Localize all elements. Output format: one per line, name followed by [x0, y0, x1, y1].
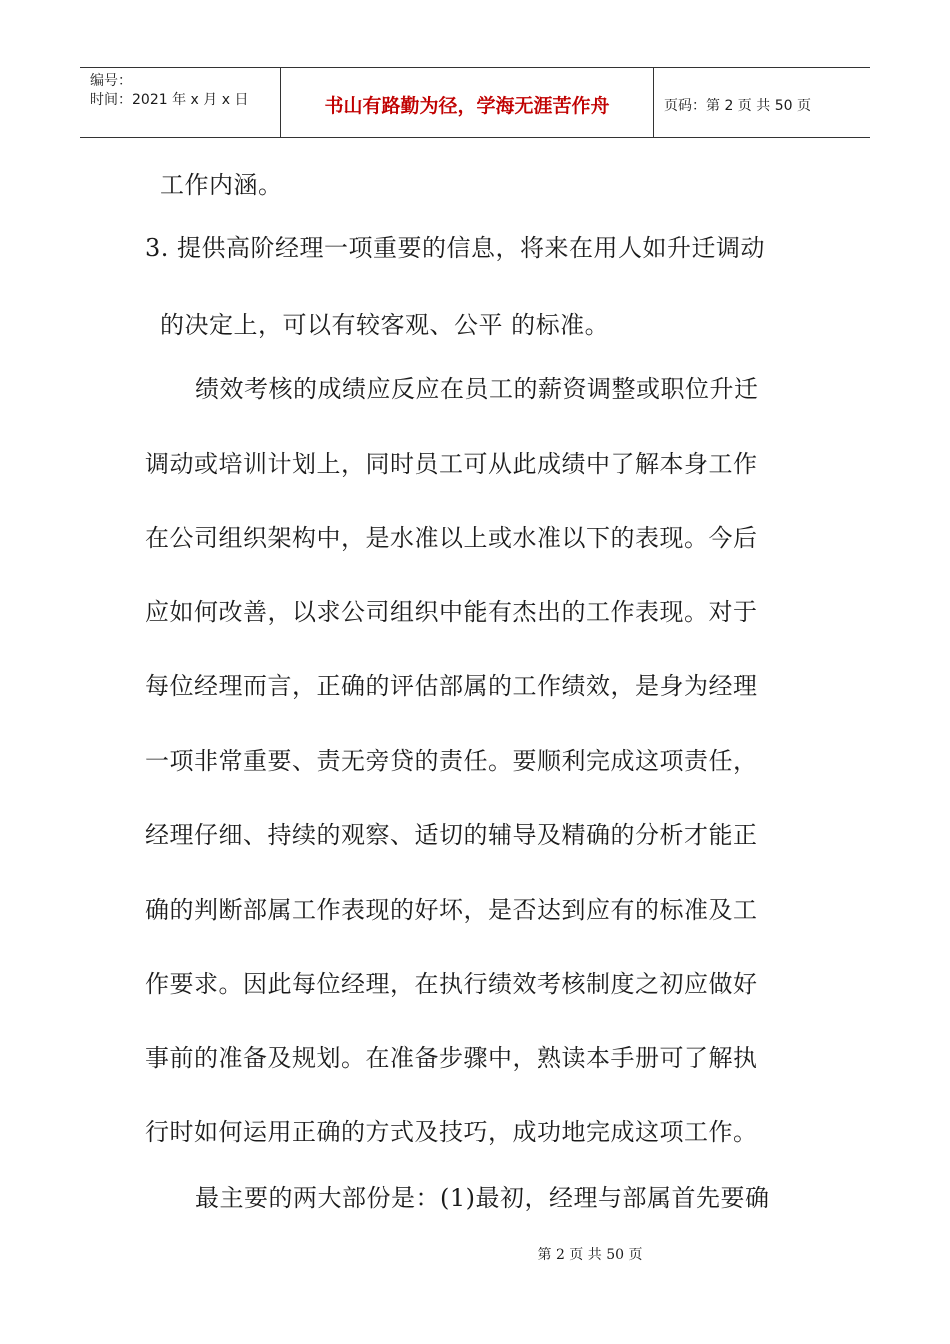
- body-line: 事前的准备及规划。在准备步骤中，熟读本手册可了解执: [145, 1044, 758, 1072]
- body-line: 确的判断部属工作表现的好坏，是否达到应有的标准及工: [145, 896, 758, 924]
- time-label: 时间：2021 年 x 月 x 日: [90, 92, 249, 108]
- body-line: 3. 提供高阶经理一项重要的信息，将来在用人如升迁调动: [145, 234, 766, 262]
- header-motto: 书山有路勤为径，学海无涯苦作舟: [281, 68, 654, 137]
- body-line: 调动或培训计划上，同时员工可从此成绩中了解本身工作: [145, 450, 758, 478]
- body-line: 行时如何运用正确的方式及技巧，成功地完成这项工作。: [145, 1118, 758, 1146]
- body-line: 绩效考核的成绩应反应在员工的薪资调整或职位升迁: [195, 375, 759, 403]
- body-line: 每位经理而言，正确的评估部属的工作绩效，是身为经理: [145, 672, 758, 700]
- body-line: 经理仔细、持续的观察、适切的辅导及精确的分析才能正: [145, 821, 758, 849]
- body-line: 作要求。因此每位经理，在执行绩效考核制度之初应做好: [145, 970, 758, 998]
- code-label: 编号：: [90, 73, 132, 89]
- page-header: [80, 67, 870, 138]
- page-footer: 第 2 页 共 50 页: [537, 1247, 643, 1263]
- body-line: 的决定上，可以有较客观、公平 的标准。: [160, 311, 610, 339]
- body-line: 最主要的两大部份是：(1)最初，经理与部属首先要确: [195, 1184, 770, 1212]
- body-line: 工作内涵。: [160, 171, 283, 199]
- body-line: 应如何改善，以求公司组织中能有杰出的工作表现。对于: [145, 598, 758, 626]
- body-line: 在公司组织架构中，是水准以上或水准以下的表现。今后: [145, 524, 758, 552]
- header-meta: [80, 68, 281, 137]
- header-page-info: 页码：第 2 页 共 50 页: [664, 97, 811, 114]
- body-line: 一项非常重要、责无旁贷的责任。要顺利完成这项责任，: [145, 747, 758, 775]
